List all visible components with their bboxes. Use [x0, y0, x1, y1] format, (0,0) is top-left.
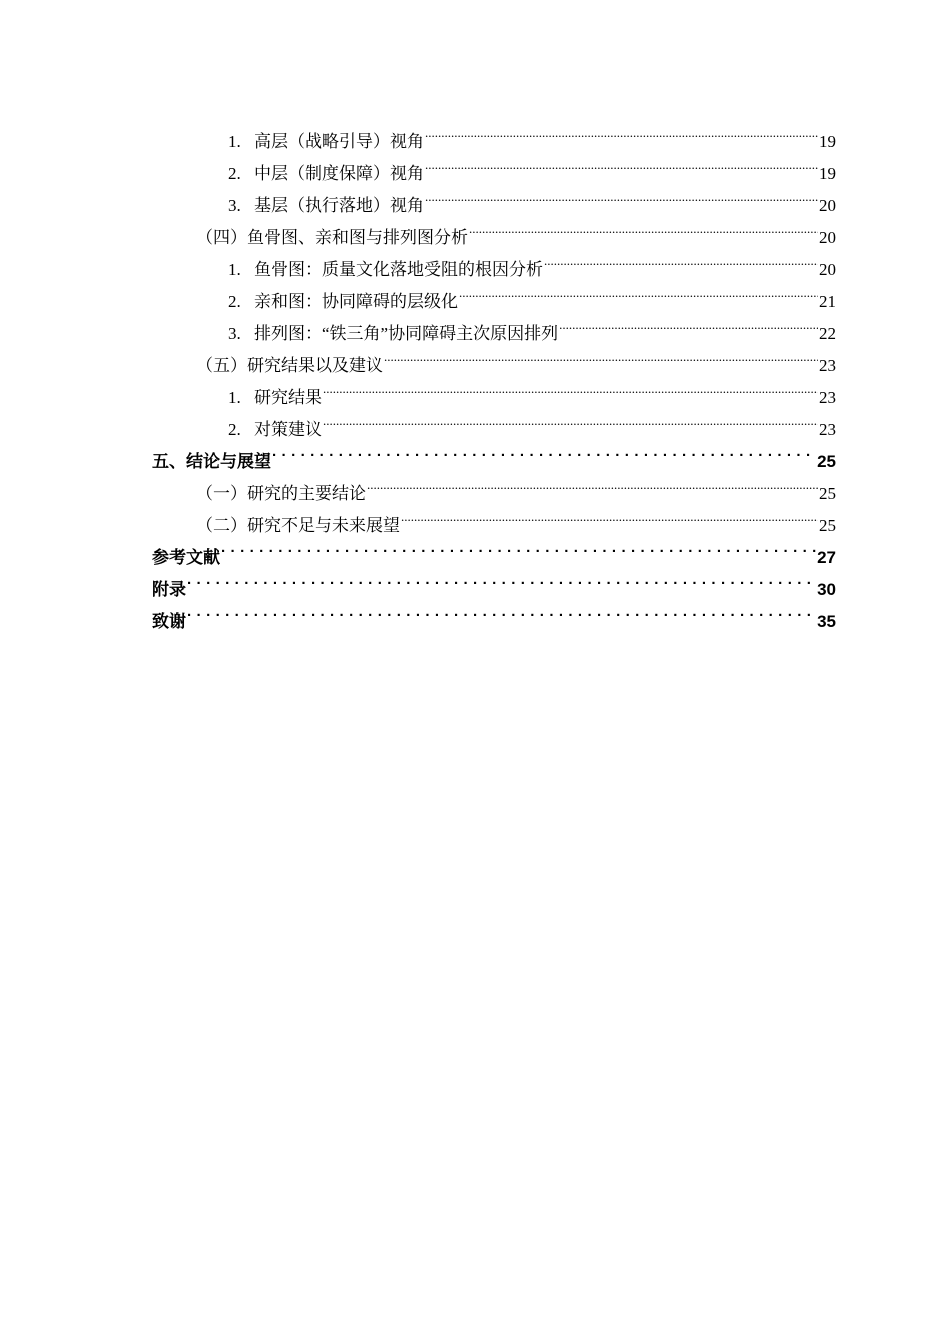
toc-entry-page-number: 35 — [817, 612, 836, 631]
toc-entry[interactable] — [152, 115, 836, 151]
toc-entry-page-number: 19 — [819, 132, 836, 151]
toc-entry-number: 1. — [228, 260, 241, 279]
toc-entry-page-number: 23 — [819, 356, 836, 375]
toc-entry-number: 3. — [228, 324, 241, 343]
dot-leader — [323, 371, 818, 403]
dot-leader — [544, 243, 818, 275]
toc-entry-title: 五、结论与展望 — [152, 452, 271, 471]
toc-entry-title: 研究结果 — [254, 388, 322, 407]
toc-entry-number: 2. — [228, 164, 241, 183]
toc-entry-title: 排列图：“铁三角”协同障碍主次原因排列 — [254, 324, 559, 343]
toc-entry-page-number: 19 — [819, 164, 836, 183]
toc-entry-page-number: 20 — [819, 260, 836, 279]
toc-entry-title: 参考文献 — [152, 548, 220, 567]
toc-entry-title: 致谢 — [152, 612, 186, 631]
toc-entry-page-number: 25 — [819, 484, 836, 503]
dot-leader — [323, 403, 818, 435]
dot-leader — [367, 467, 818, 499]
toc-entry-page-number: 30 — [817, 580, 836, 599]
toc-entry-title: 附录 — [152, 580, 186, 599]
toc-entry-page-number: 27 — [817, 548, 836, 567]
toc-entry-page-number: 23 — [819, 420, 836, 439]
toc-entry-title: 中层（制度保障）视角 — [254, 164, 424, 183]
dot-leader — [559, 307, 818, 339]
toc-entry-title: （四）鱼骨图、亲和图与排列图分析 — [196, 228, 468, 247]
dot-leader — [425, 179, 818, 211]
toc-entry-title: （一）研究的主要结论 — [196, 484, 366, 503]
toc-entry-page-number: 22 — [819, 324, 836, 343]
dot-leader — [272, 435, 816, 467]
dot-leader — [187, 595, 816, 627]
toc-entry-number: 2. — [228, 292, 241, 311]
toc-entry-page-number: 20 — [819, 228, 836, 247]
dot-leader — [221, 531, 816, 563]
toc-entry-title: （五）研究结果以及建议 — [196, 356, 383, 375]
toc-entry-references[interactable] — [152, 531, 836, 567]
toc-entry-title: 高层（战略引导）视角 — [254, 132, 424, 151]
dot-leader — [384, 339, 818, 371]
table-of-contents — [152, 115, 836, 631]
toc-entry-appendix[interactable] — [152, 563, 836, 599]
toc-entry-number: 1. — [228, 132, 241, 151]
toc-entry-title: 亲和图：协同障碍的层级化 — [254, 292, 458, 311]
dot-leader — [401, 499, 818, 531]
toc-entry-title: 对策建议 — [254, 420, 322, 439]
dot-leader — [469, 211, 818, 243]
toc-entry-title: 鱼骨图：质量文化落地受阻的根因分析 — [254, 260, 543, 279]
toc-entry-number: 2. — [228, 420, 241, 439]
dot-leader — [425, 115, 818, 147]
toc-entry-number: 3. — [228, 196, 241, 215]
toc-entry-page-number: 23 — [819, 388, 836, 407]
toc-entry-page-number: 20 — [819, 196, 836, 215]
toc-entry-page-number: 25 — [819, 516, 836, 535]
toc-entry-page-number: 21 — [819, 292, 836, 311]
toc-entry-title: （二）研究不足与未来展望 — [196, 516, 400, 535]
dot-leader — [425, 147, 818, 179]
toc-entry-page-number: 25 — [817, 452, 836, 471]
dot-leader — [459, 275, 818, 307]
toc-entry-acknowledgements[interactable] — [152, 595, 836, 631]
toc-entry-title: 基层（执行落地）视角 — [254, 196, 424, 215]
dot-leader — [187, 563, 816, 595]
toc-entry-number: 1. — [228, 388, 241, 407]
